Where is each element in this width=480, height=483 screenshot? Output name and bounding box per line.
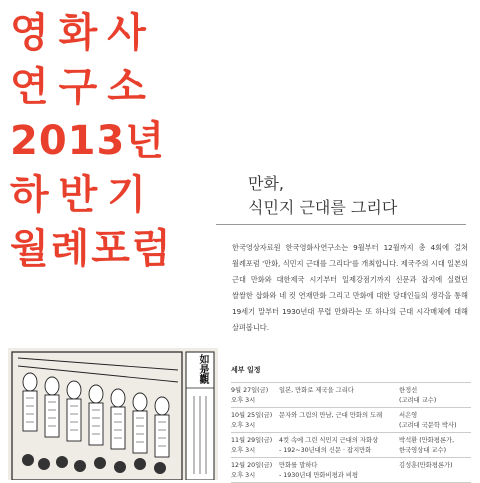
session-topic-sub: - 1930년대 만화비평과 비평 bbox=[279, 471, 359, 479]
session-topic: 4컷 속에 그린 식민지 근대의 자화상 bbox=[279, 437, 379, 444]
table-row bbox=[231, 407, 471, 432]
session-speaker: 서은영 bbox=[399, 412, 418, 419]
title-line-5: 월례포럼 bbox=[10, 226, 173, 272]
forum-subtitle bbox=[248, 172, 397, 220]
session-topic: 일본, 만화로 제국을 그리다 bbox=[279, 387, 354, 394]
schedule-table bbox=[231, 360, 471, 483]
session-speaker-affiliation: (고려대 국문학 박사) bbox=[399, 421, 457, 429]
session-time: 오후 3시 bbox=[231, 421, 256, 429]
session-topic: 문자와 그림의 만남, 근대 만화의 도래 bbox=[279, 412, 383, 419]
description-paragraph: 한국영상자료원 한국영화사연구소는 9월부터 12월까지 총 4회에 걸쳐 월례포럼 '만화, 식민지 근대를 그리다'를 개최합니다. 제국주의 시대 일본의 근대 만화와 대한제국 시기부터 일제강점기까지 신문과 잡지에 실렸던 쌀쌀한 삽화와 네 컷 연재만화 그리고 만화에 대한 당대인들의 생각을 통해 19세기 말부터 1930년대 무렵 만화라는 또 하나의 근대 시각매체에 대해 살펴봅니다. bbox=[232, 243, 468, 332]
session-date: 9월 27일(금) bbox=[231, 387, 269, 394]
vintage-comic-image bbox=[8, 348, 218, 480]
table-row bbox=[231, 432, 471, 457]
session-time: 오후 3시 bbox=[231, 396, 256, 404]
session-speaker: 박석환 (만화평론가, bbox=[399, 437, 455, 444]
session-date: 12월 20일(금) bbox=[231, 462, 273, 469]
poster-title bbox=[10, 6, 210, 276]
session-topic-sub: - 192~30년대의 신문 · 잡지만화 bbox=[279, 446, 372, 454]
session-speaker-affiliation: 한국영상대 교수) bbox=[399, 446, 447, 454]
subtitle-line-1: 만화, bbox=[248, 174, 284, 193]
session-topic: 만화를 말하다 bbox=[279, 462, 318, 469]
session-date: 10월 25일(금) bbox=[231, 412, 273, 419]
session-speaker: 김성훈(만화평론가) bbox=[399, 462, 453, 469]
session-speaker-affiliation: (고려대 교수) bbox=[399, 396, 437, 404]
comic-caption: 如是觀 bbox=[197, 354, 208, 384]
session-speaker: 한정선 bbox=[399, 387, 418, 394]
session-time: 오후 3시 bbox=[231, 471, 256, 479]
schedule-title: 세부 일정 bbox=[231, 366, 261, 374]
title-line-1: 영화사 bbox=[10, 10, 156, 56]
subtitle-line-2: 식민지 근대를 그리다 bbox=[248, 198, 398, 217]
divider bbox=[216, 224, 466, 225]
title-line-3: 2013년 bbox=[10, 118, 165, 164]
title-line-2: 연구소 bbox=[10, 64, 156, 110]
table-row bbox=[231, 382, 471, 407]
title-line-4: 하반기 bbox=[10, 172, 156, 218]
table-row bbox=[231, 457, 471, 483]
session-date: 11월 29일(금) bbox=[231, 437, 273, 444]
session-time: 오후 3시 bbox=[231, 446, 256, 454]
